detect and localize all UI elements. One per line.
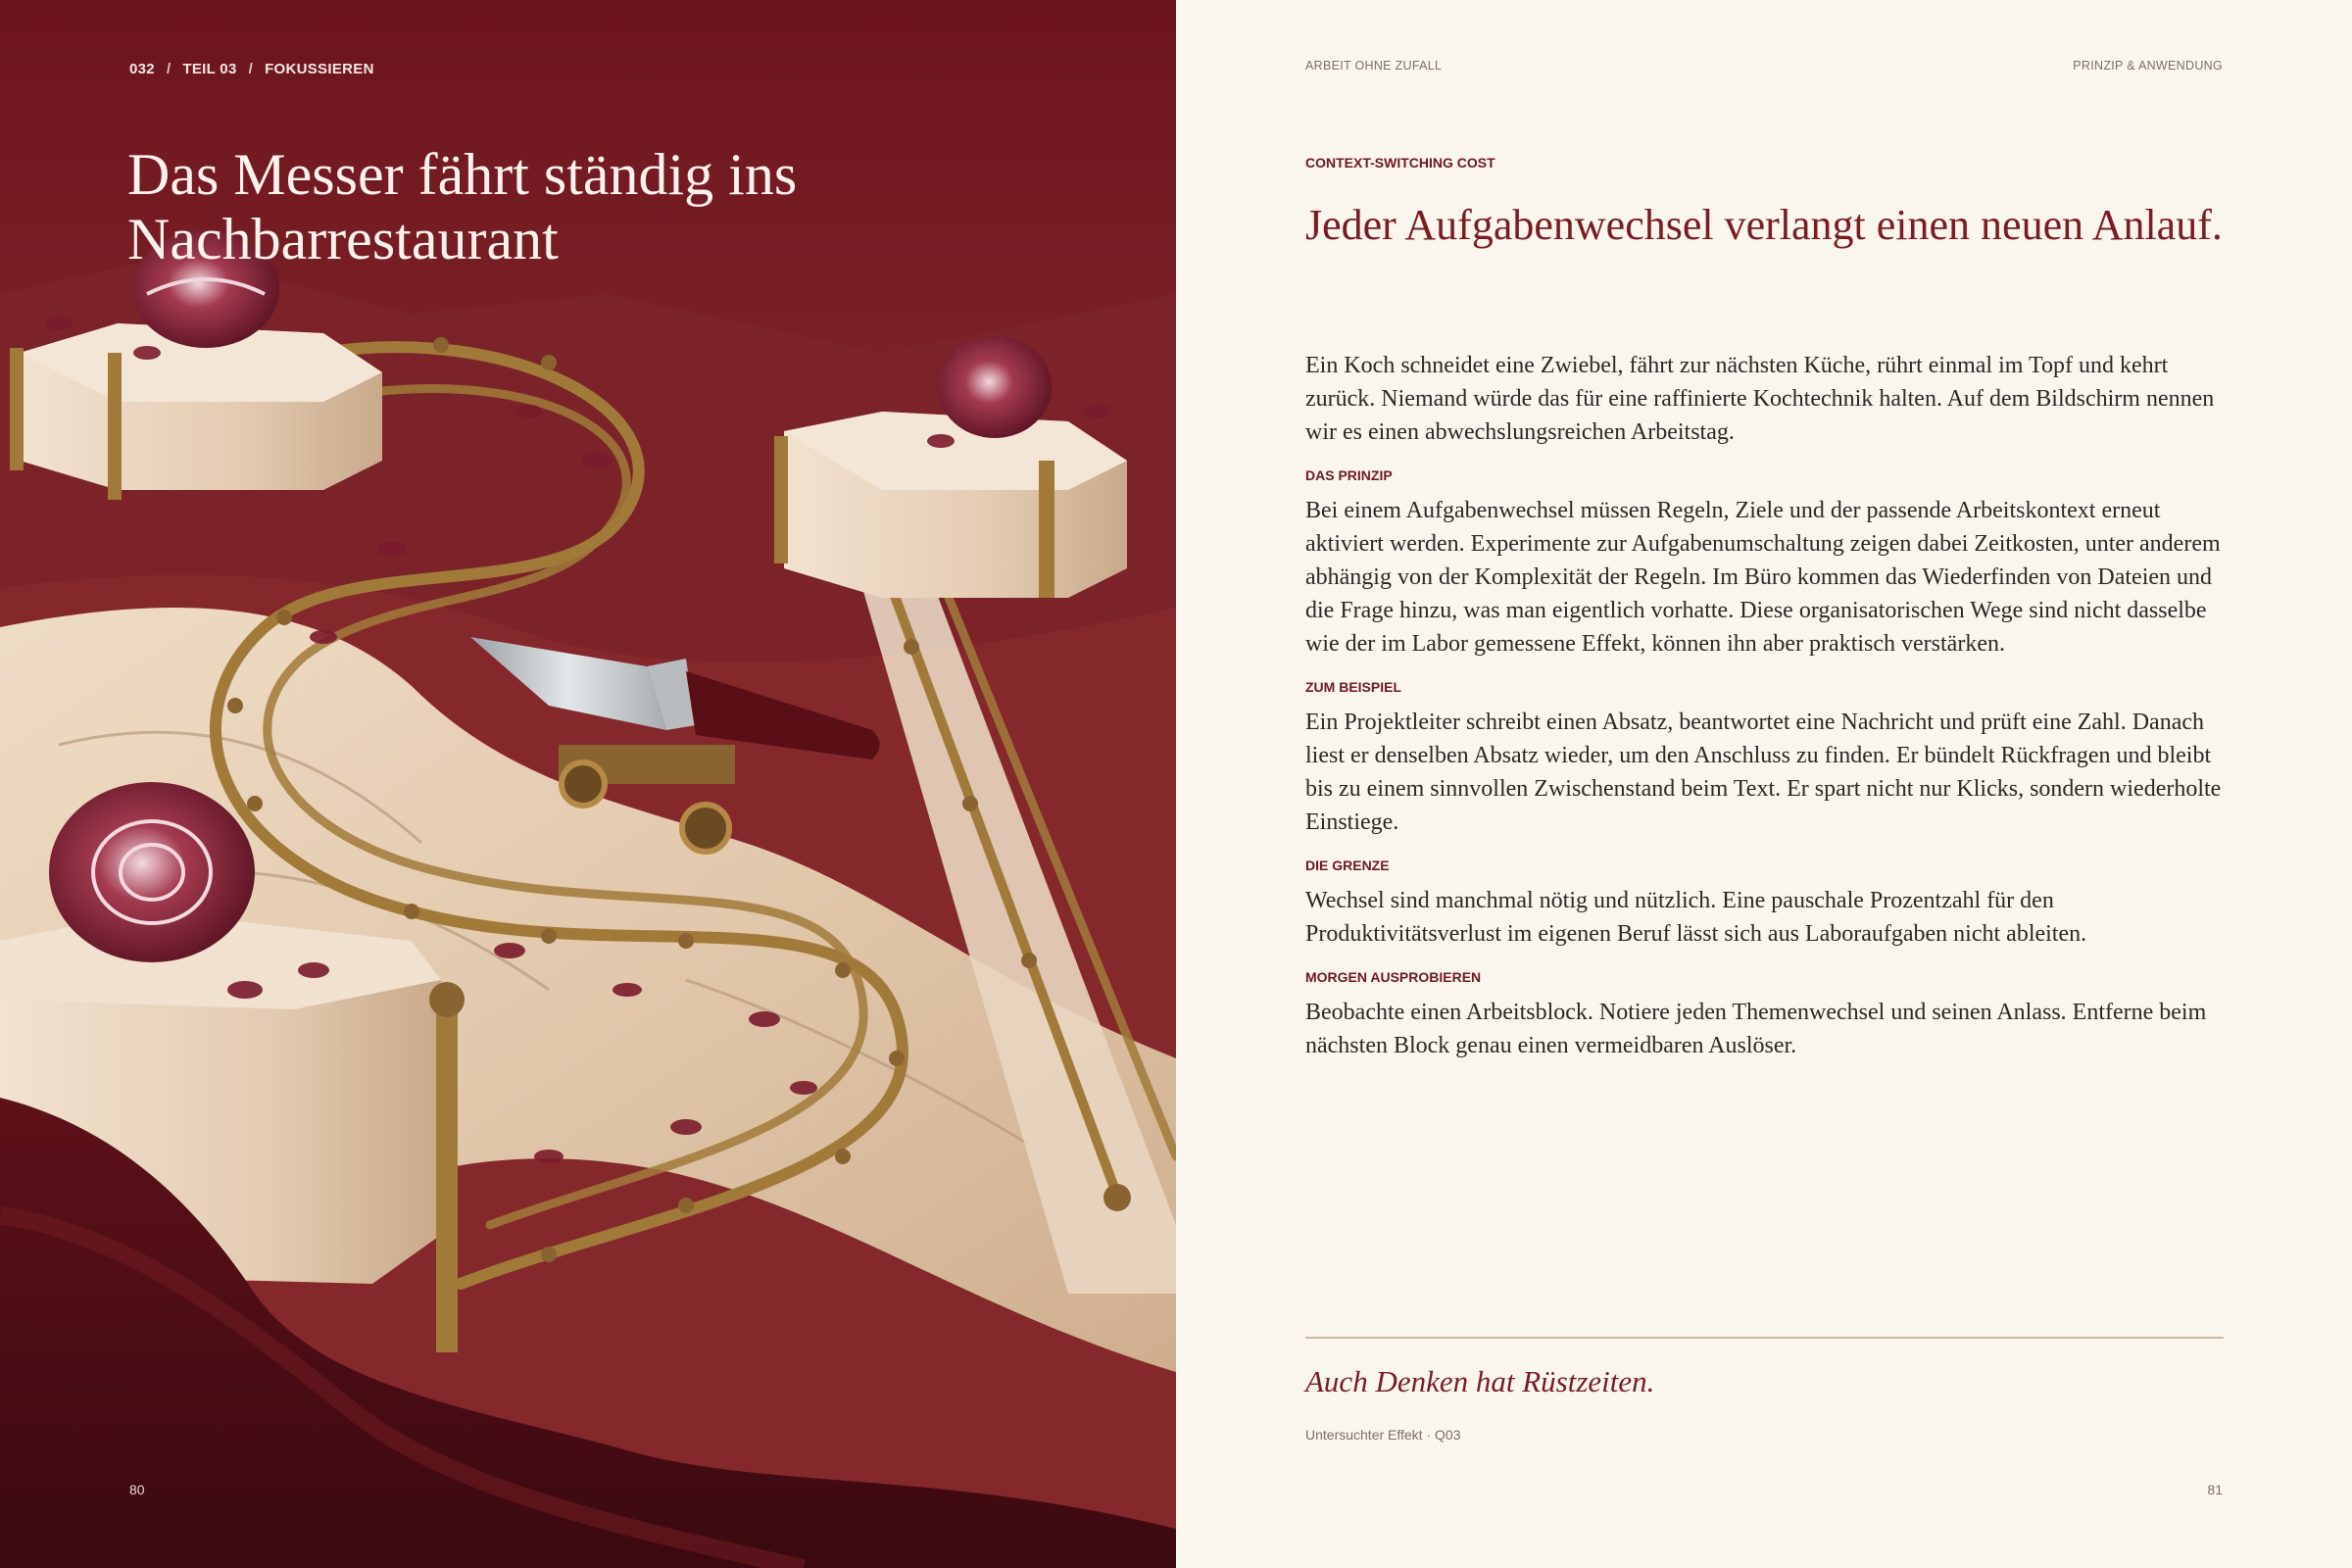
kicker-separator: / [166,61,172,77]
intro-paragraph: Ein Koch schneidet eine Zwiebel, fährt zur nächsten Küche, rührt einmal im Topf und kehrt zurück. Niemand würde das für eine raffinierte Kochtechnik halten. Auf dem Bildschirm nennen wir es einen abwechslungsreichen Arbeitstag. [1305,353,2215,445]
section-label-ausprobieren: MORGEN AUSPROBIEREN [1305,969,1482,985]
section-text-grenze: Wechsel sind manchmal nötig und nützlich. Eine pauschale Prozentzahl für den Produktivitätsverlust im eigenen Beruf lässt sich aus Laboraufgaben nicht ableiten. [1305,888,2087,947]
section-text-ausprobieren: Beobachte einen Arbeitsblock. Notiere jeden Themenwechsel und seinen Anlass. Entferne beim nächsten Block genau einen vermeidbaren Auslöser. [1305,1000,2207,1058]
article-body [1305,349,2227,1062]
eyebrow-label: CONTEXT-SWITCHING COST [1305,155,1495,171]
chapter-kicker [129,61,374,77]
section-text-prinzip: Bei einem Aufgabenwechsel müssen Regeln, Ziele und der passende Arbeitskontext erneut aktiviert werden. Experimente zur Aufgabenumschaltung zeigen dabei Zeitkosten, unter anderem abhängig von der Komplexität der Regeln. Im Büro kommen das Wiederfinden von Dateien und die Frage hinzu, was man eigentlich vorhatte. Diese organisatorischen Wege sind nicht dasselbe wie der im Labor gemessene Effekt, können ihn aber praktisch verstärken. [1305,498,2221,657]
kicker-part: TEIL 03 [182,61,237,77]
section-label-beispiel: ZUM BEISPIEL [1305,679,1402,695]
headline: Jeder Aufgabenwechsel verlangt einen neuen Anlauf. [1305,201,2223,249]
page-number-left: 80 [129,1482,145,1497]
right-page-text [1176,0,2352,1568]
running-head-right: PRINZIP & ANWENDUNG [2073,59,2223,73]
running-head-left: ARBEIT OHNE ZUFALL [1305,59,1443,73]
section-text-beispiel: Ein Projektleiter schreibt einen Absatz, beantwortet eine Nachricht und prüft eine Zahl. Danach liest er denselben Absatz wieder, um den Anschluss zu finden. Er bündelt Rückfragen und bleibt bis zu einem sinnvollen Zwischenstand beim Text. Er spart nicht nur Klicks, sondern wiederholte Einstiege. [1305,710,2222,835]
section-label-grenze: DIE GRENZE [1305,858,1390,873]
kicker-section: FOKUSSIEREN [265,61,374,77]
source-note: Untersuchter Effekt · Q03 [1305,1427,1461,1443]
spread-title: Das Messer fährt ständig ins Nachbarrestaurant [127,142,798,271]
section-label-prinzip: DAS PRINZIP [1305,467,1393,483]
page-number-right: 81 [2207,1482,2223,1497]
divider-rule [1305,1337,2224,1339]
kicker-number: 032 [129,61,155,77]
kicker-separator: / [248,61,254,77]
pull-quote: Auch Denken hat Rüstzeiten. [1305,1364,1655,1398]
